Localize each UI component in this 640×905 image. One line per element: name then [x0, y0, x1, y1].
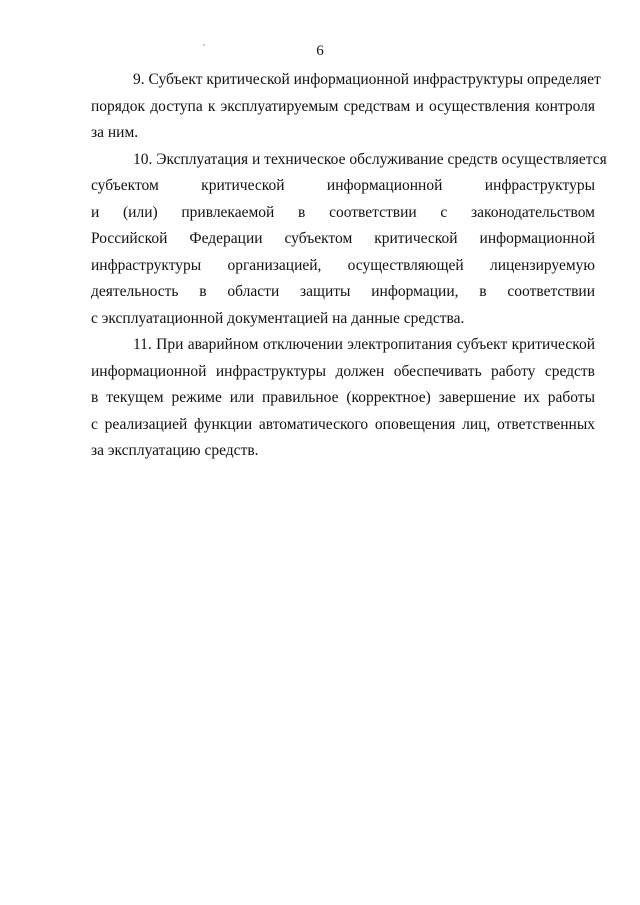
- text-line: Российской Федерации субъектом критической информационной: [91, 230, 595, 247]
- paragraph-10: [91, 147, 607, 333]
- page-number: 6: [316, 43, 324, 59]
- text-line: субъектом критической информационной инфраструктуры: [91, 177, 595, 194]
- text-line: 11. При аварийном отключении электропитания субъект критической: [133, 336, 595, 353]
- document-body: [91, 67, 607, 465]
- paragraph-11: [91, 332, 595, 465]
- text-line: за эксплуатацию средств.: [91, 442, 259, 459]
- text-line: инфраструктуры организацией, осуществляющей лицензируемую: [91, 256, 595, 274]
- text-line: и (или) привлекаемой в соответствии с законодательством: [91, 203, 595, 221]
- paragraph-9: [91, 67, 601, 147]
- text-line: в текущем режиме или правильное (корректное) завершение их работы: [91, 389, 595, 406]
- text-line: с реализацией функции автоматического оповещения лиц, ответственных: [91, 415, 595, 433]
- text-line: за ним.: [91, 124, 139, 141]
- text-line: деятельность в области защиты информации, в соответствии: [91, 283, 595, 300]
- text-line: информационной инфраструктуры должен обеспечивать работу средств: [91, 362, 595, 380]
- text-line: 10. Эксплуатация и техническое обслуживание средств осуществляется: [133, 150, 607, 168]
- text-line: 9. Субъект критической информационной инфраструктуры определяет: [133, 71, 601, 88]
- text-line: порядок доступа к эксплуатируемым средствам и осуществления контроля: [91, 97, 595, 115]
- text-line: с эксплуатационной документацией на данные средства.: [91, 309, 465, 327]
